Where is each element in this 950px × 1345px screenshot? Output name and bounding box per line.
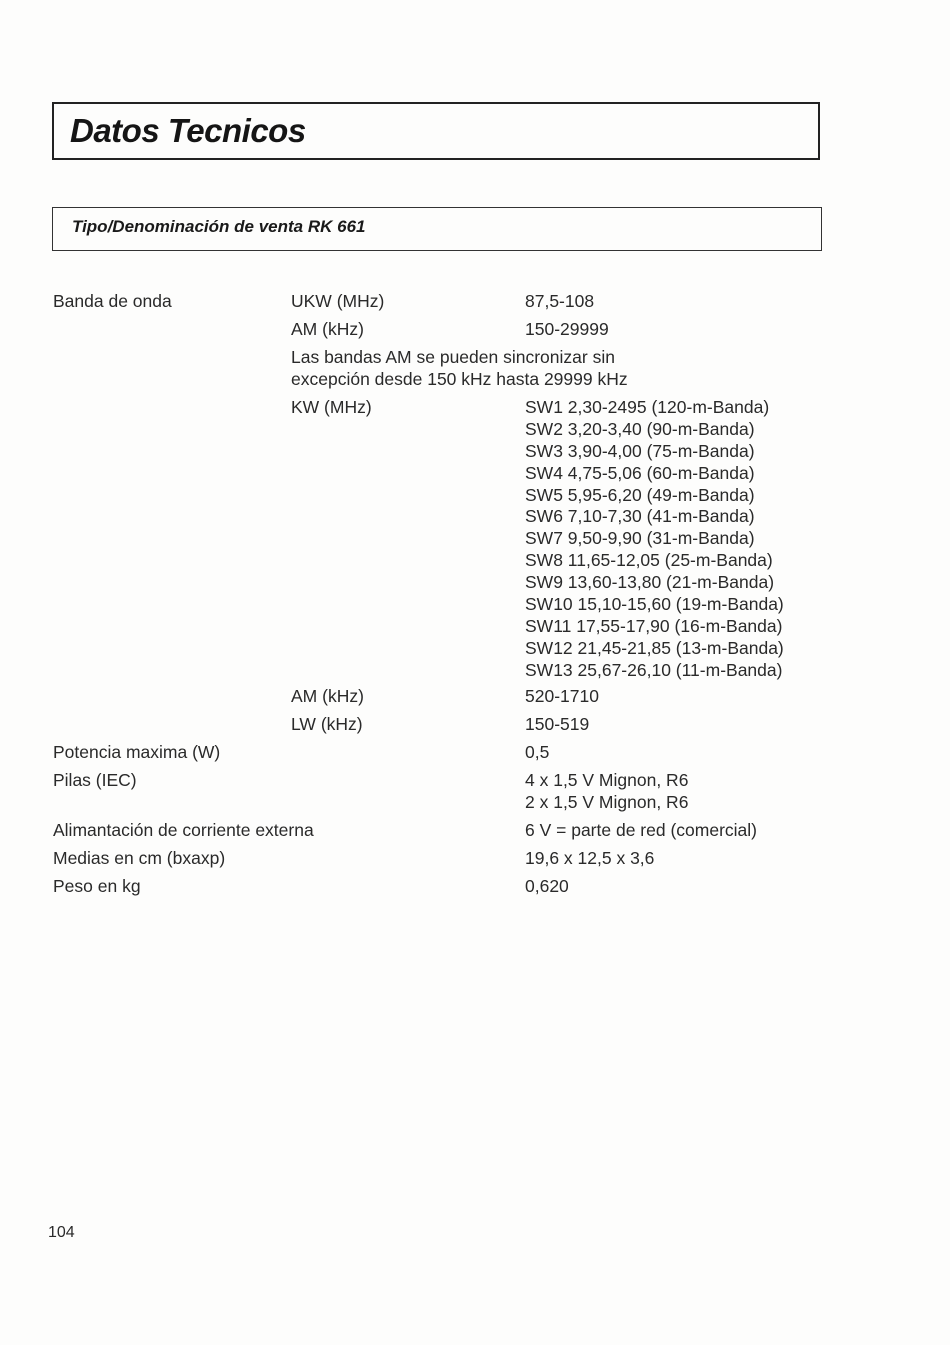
sw-band-item: SW4 4,75-5,06 (60-m-Banda): [525, 462, 755, 483]
subtitle-box: [52, 207, 822, 251]
ukw-value: 87,5-108: [525, 291, 595, 311]
banda-label: Banda de onda: [53, 291, 172, 311]
medias-label: Medias en cm (bxaxp): [53, 848, 226, 868]
pilas-value-1: 4 x 1,5 V Mignon, R6: [525, 770, 689, 790]
kw-label: KW (MHz): [291, 397, 372, 417]
sw-band-item: SW9 13,60-13,80 (21-m-Banda): [525, 572, 775, 593]
pilas-label: Pilas (IEC): [53, 770, 137, 790]
am1-label: AM (kHz): [291, 319, 364, 339]
sw-band-item: SW1 2,30-2495 (120-m-Banda): [525, 397, 770, 417]
pilas-value-2: 2 x 1,5 V Mignon, R6: [525, 792, 689, 812]
sw-band-item: SW8 11,65-12,05 (25-m-Banda): [525, 550, 773, 571]
sw-band-item: SW13 25,67-26,10 (11-m-Banda): [525, 659, 783, 680]
sw-band-item: SW2 3,20-3,40 (90-m-Banda): [525, 418, 755, 439]
sw-band-list: [525, 397, 784, 682]
potencia-value: 0,5: [525, 742, 550, 762]
am-note-line1: Las bandas AM se pueden sincronizar sin: [291, 347, 615, 367]
am-note-line2: excepción desde 150 kHz hasta 29999 kHz: [291, 369, 628, 389]
sw-band-item: SW3 3,90-4,00 (75-m-Banda): [525, 440, 755, 461]
model-subtitle: Tipo/Denominación de venta RK 661: [72, 217, 366, 236]
potencia-label: Potencia maxima (W): [53, 742, 221, 762]
sw-band-item: SW10 15,10-15,60 (19-m-Banda): [525, 594, 784, 615]
lw-value: 150-519: [525, 714, 590, 734]
alimentacion-value: 6 V = parte de red (comercial): [525, 820, 757, 840]
sw-band-item: SW11 17,55-17,90 (16-m-Banda): [525, 615, 783, 636]
am1-value: 150-29999: [525, 319, 609, 339]
lw-label: LW (kHz): [291, 714, 363, 734]
sw-band-item: SW6 7,10-7,30 (41-m-Banda): [525, 506, 755, 527]
sw-band-item: SW5 5,95-6,20 (49-m-Banda): [525, 484, 755, 505]
medias-value: 19,6 x 12,5 x 3,6: [525, 848, 655, 868]
peso-label: Peso en kg: [53, 876, 141, 896]
am2-label: AM (kHz): [291, 686, 364, 706]
am2-value: 520-1710: [525, 686, 599, 706]
peso-value: 0,620: [525, 876, 569, 896]
page-title: Datos Tecnicos: [70, 112, 306, 149]
page-number: 104: [48, 1224, 75, 1241]
sw-band-item: SW12 21,45-21,85 (13-m-Banda): [525, 637, 784, 658]
sw-band-item: SW7 9,50-9,90 (31-m-Banda): [525, 528, 755, 549]
ukw-label: UKW (MHz): [291, 291, 385, 311]
alimentacion-label: Alimantación de corriente externa: [53, 820, 314, 840]
title-box: [52, 102, 820, 160]
